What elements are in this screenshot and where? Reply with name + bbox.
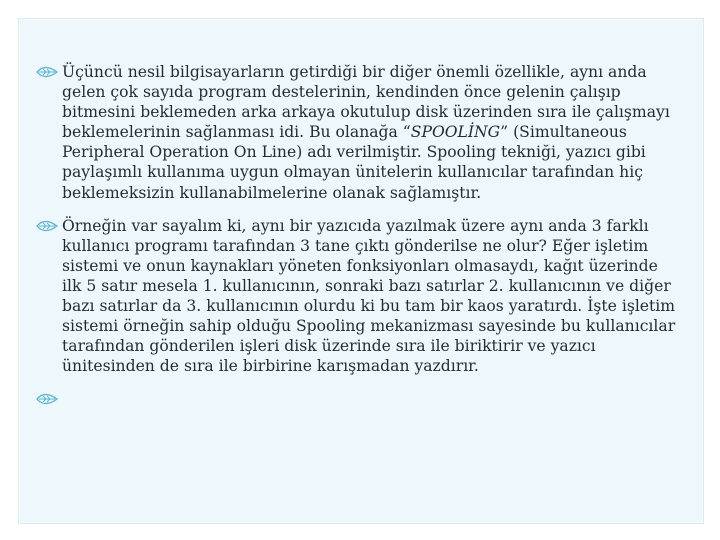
paragraph-text: Örneğin var sayalım ki, aynı bir yazıcıda yazılmak üzere aynı anda 3 farklı kullanıcı programı tarafından 3 tane çıktı gönderilse ne olur? Eğer işletim sistemi ve onun kaynakları yöneten fonksiyonları olmasaydı, kağıt üzerinde ilk 5 satır mesela 1. kullanıcının, sonraki bazı satırlar 2. kullanıcının ve diğer bazı satırlar da 3. kullanıcının olurdu ki bu tam bir kaos yaratırdı. İşte işletim sistemi örneğin sahip olduğu Spooling mekanizması sayesinde bu kullanıcılar tarafından gönderilen işleri disk üzerinde sıra ile biriktirir ve yazıcı ünitesinden de sıra ile birbirine karışmadan yazdırır.: [62, 216, 676, 376]
slide-body: [36, 62, 676, 409]
bullet-paragraph-printer-example: [36, 216, 676, 377]
paragraph-text-part: ” (Simultaneous Peripheral Operation On Line) adı verilmiştir. Spooling tekniği, yazıcı gibi paylaşımlı kullanıma uygun olmayan ünitelerin kullanıcılar tarafından hiç beklemeksizin kullanabilmelerine olanak sağlamıştır.: [62, 123, 646, 202]
bullet-paragraph-spooling-intro: [36, 62, 676, 203]
feather-arrow-icon: [36, 65, 58, 79]
spooling-term: SPOOLİNG: [410, 123, 501, 142]
paragraph-text-part: Üçüncü nesil bilgisayarların getirdiği bir diğer önemli özellikle, aynı anda gelen çok sayıda program destelerinin, kendinden önce gelenin çalışıp bitmesini beklemeden arka arkaya okutulup disk üzerinden sıra ile çalışmayı beklemelerinin sağlanması idi. Bu olanağa “: [62, 63, 670, 142]
empty-bullet-row: [36, 389, 676, 409]
feather-arrow-icon: [36, 219, 58, 233]
feather-arrow-icon: [36, 392, 58, 406]
